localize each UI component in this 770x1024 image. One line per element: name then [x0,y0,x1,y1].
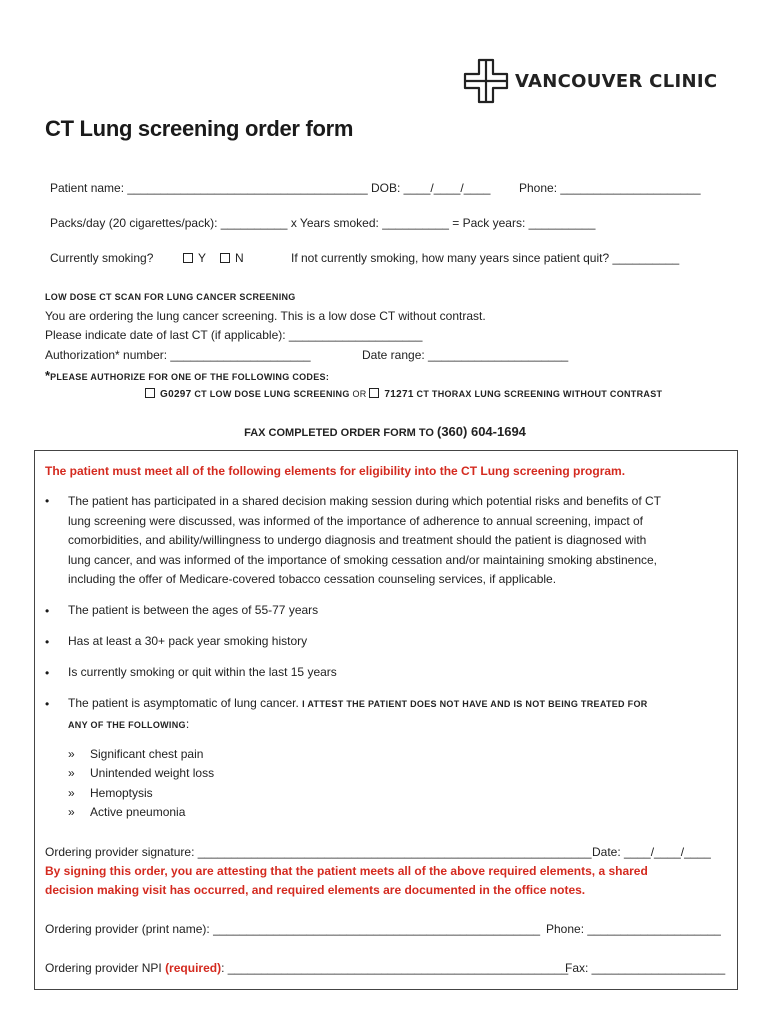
checkbox-n[interactable] [220,253,230,263]
bullet-3-text: Has at least a 30+ pack year smoking history [68,634,308,648]
bullet-1-line: lung cancer, and was informed of the importance of smoking cessation and/or maintaining smoking abstinence, [68,552,657,567]
attestation-line-2: decision making visit has occurred, and required elements are documented in the office notes. [45,883,586,897]
option-n-label: N [235,251,244,265]
code-g0297-desc: CT LOW DOSE LUNG SCREENING [194,389,350,399]
symptom-item [68,766,214,780]
fax-instruction [0,424,770,439]
asterisk: * [45,368,51,383]
bullet-3-dot: • [45,635,50,649]
bullet-2-text: The patient is between the ages of 55-77 years [68,603,319,617]
bullet-4-dot: • [45,666,50,680]
bullet-1-line: The patient has participated in a shared decision making session during which potential risks and benefits of CT [68,494,661,508]
symptom-label: Significant chest pain [90,747,204,761]
provider-fax-field[interactable]: Fax: ____________________ [565,961,726,975]
page-title: CT Lung screening order form [45,116,354,141]
fax-number: (360) 604-1694 [437,424,526,439]
symptom-label: Hemoptysis [90,786,153,800]
option-y-label: Y [198,251,207,265]
bullet-5-colon: : [185,716,190,731]
checkbox-71271[interactable] [369,388,379,398]
patient-name-field[interactable]: Patient name: ____________________________________ [50,181,368,195]
smoking-yes-option[interactable] [183,251,206,265]
symptom-label: Active pneumonia [90,805,186,819]
bullet-1-text [68,492,728,590]
ldct-heading: LOW DOSE CT SCAN FOR LUNG CANCER SCREENING [45,292,296,302]
provider-phone-field[interactable]: Phone: ____________________ [546,922,721,936]
bullet-1-line: including the offer of Medicare-covered tobacco cessation counseling services, if applicable. [68,572,557,586]
symptom-item [68,805,185,819]
code-options [145,388,662,400]
bullet-2-dot: • [45,604,50,618]
authorize-note-text: PLEASE AUTHORIZE FOR ONE OF THE FOLLOWING CODES: [50,372,330,382]
symptom-label: Unintended weight loss [90,766,215,780]
patient-phone-field[interactable]: Phone: _____________________ [519,181,701,195]
eligibility-intro: The patient must meet all of the following elements for eligibility into the CT Lung screening program. [45,464,626,478]
npi-line: : ___________________________________________________ [221,961,569,975]
code-or: OR [352,389,367,399]
ldct-description: You are ordering the lung cancer screening. This is a low dose CT without contrast. [45,309,486,323]
bullet-5-attest: I ATTEST THE PATIENT DOES NOT HAVE AND IS NOT BEING TREATED FOR [302,699,648,709]
authorize-note [45,367,329,385]
code-g0297: G0297 [160,389,192,400]
smoking-no-option[interactable] [220,251,244,265]
raquo-icon: » [68,786,75,800]
clinic-name: VANCOUVER CLINIC [515,70,718,92]
bullet-5-text [68,694,728,735]
years-since-quit-field[interactable]: If not currently smoking, how many years since patient quit? __________ [291,251,680,265]
checkbox-g0297[interactable] [145,388,155,398]
bullet-1-dot: • [45,494,50,508]
dob-field[interactable]: DOB: ____/____/____ [371,181,491,195]
symptom-item [68,786,153,800]
bullet-1-line: lung screening were discussed, was informed of the importance of adherence to annual screening, impact of [68,513,643,528]
attestation-line-1: By signing this order, you are attesting that the patient meets all of the above required elements, a shared [45,864,648,878]
bullet-1-line: comorbidities, and ability/willingness to undergo diagnosis and treatment should the patient is diagnosed with [68,533,647,547]
signature-date-field[interactable]: Date: ____/____/____ [592,845,711,859]
fax-text: FAX COMPLETED ORDER FORM TO [244,427,434,439]
provider-print-name-field[interactable]: Ordering provider (print name): _________________________________________________ [45,922,541,936]
bullet-5-main: The patient is asymptomatic of lung cancer. [68,696,299,710]
provider-npi-field[interactable] [45,961,568,975]
date-range-field[interactable]: Date range: _____________________ [362,348,569,362]
code-71271-desc: CT THORAX LUNG SCREENING WITHOUT CONTRAST [416,389,663,399]
last-ct-date-field[interactable]: Please indicate date of last CT (if applicable): ____________________ [45,328,423,342]
currently-smoking-label: Currently smoking? [50,251,154,265]
bullet-5-attest-cont: ANY OF THE FOLLOWING [68,719,186,730]
npi-required: (required) [165,961,222,975]
authorization-number-field[interactable]: Authorization* number: _____________________ [45,348,311,362]
pack-years-field[interactable]: Packs/day (20 cigarettes/pack): __________ x Years smoked: __________ = Pack years: __________ [50,216,596,230]
npi-label: Ordering provider NPI [45,961,162,975]
bullet-4-text: Is currently smoking or quit within the last 15 years [68,665,337,679]
raquo-icon: » [68,747,75,761]
clinic-logo [463,58,717,104]
checkbox-y[interactable] [183,253,193,263]
raquo-icon: » [68,805,75,819]
provider-signature-field[interactable]: Ordering provider signature: ___________________________________________________________ [45,845,592,859]
clinic-cross-icon [463,58,509,104]
raquo-icon: » [68,766,75,780]
code-71271: 71271 [384,389,414,400]
bullet-5-dot: • [45,697,50,711]
symptom-item [68,747,203,761]
